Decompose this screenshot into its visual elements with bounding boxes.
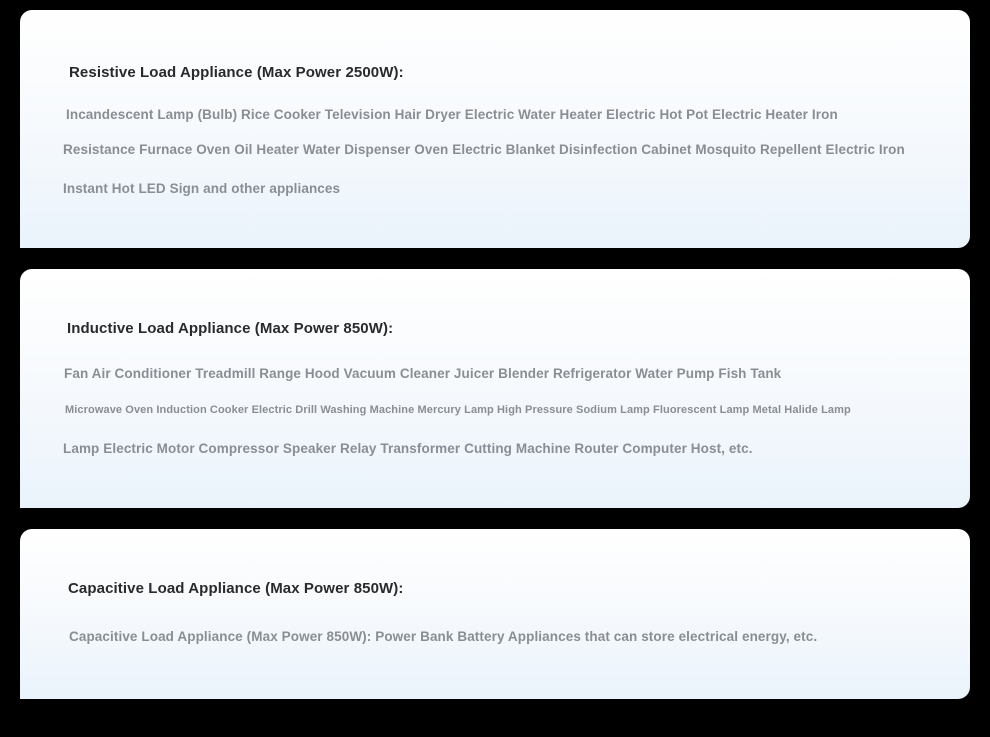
resistive-load-card [20, 10, 970, 248]
inductive-appliance-line: Lamp Electric Motor Compressor Speaker Relay Transformer Cutting Machine Router Computer Host, etc. [63, 441, 753, 456]
capacitive-load-title: Capacitive Load Appliance (Max Power 850W): [68, 580, 404, 597]
capacitive-appliance-line: Capacitive Load Appliance (Max Power 850W): Power Bank Battery Appliances that can store electrical energy, etc. [69, 629, 818, 644]
resistive-appliance-line: Incandescent Lamp (Bulb) Rice Cooker Television Hair Dryer Electric Water Heater Electric Hot Pot Electric Heater Iron [66, 107, 838, 122]
inductive-appliance-line: Fan Air Conditioner Treadmill Range Hood Vacuum Cleaner Juicer Blender Refrigerator Water Pump Fish Tank [64, 366, 782, 381]
resistive-appliance-line: Resistance Furnace Oven Oil Heater Water Dispenser Oven Electric Blanket Disinfection Cabinet Mosquito Repellent Electric Iron [63, 142, 905, 157]
inductive-load-card [20, 269, 970, 508]
capacitive-load-card [20, 529, 970, 699]
inductive-load-title: Inductive Load Appliance (Max Power 850W): [67, 320, 394, 337]
inductive-appliance-line: Microwave Oven Induction Cooker Electric Drill Washing Machine Mercury Lamp High Pressure Sodium Lamp Fluorescent Lamp Metal Halide Lamp [65, 404, 851, 416]
resistive-load-title: Resistive Load Appliance (Max Power 2500W): [69, 64, 404, 81]
resistive-appliance-line: Instant Hot LED Sign and other appliances [63, 181, 341, 196]
